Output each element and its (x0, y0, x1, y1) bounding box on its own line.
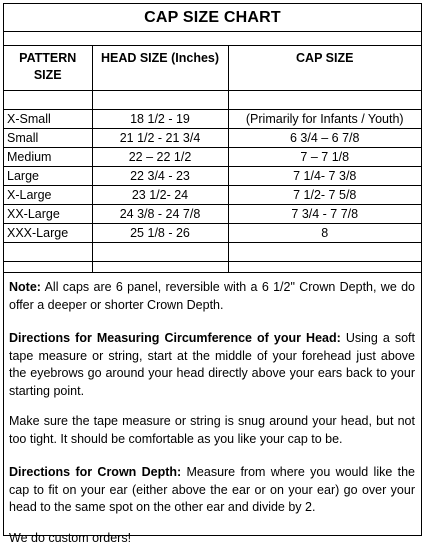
pattern-cell: Small (4, 129, 92, 148)
custom-orders-text: We do custom orders! (9, 530, 415, 547)
cap-cell: 8 (228, 224, 421, 243)
measure-text: Using a soft tape measure or string, start at the middle of your forehead just above the eyebrows go around your head directly above your ears back to your starting point. (9, 331, 415, 398)
head-cell: 24 3/8 - 24 7/8 (92, 205, 228, 224)
pattern-size-header: PATTERN SIZE (4, 46, 92, 91)
pattern-cell: X-Small (4, 110, 92, 129)
head-cell: 25 1/8 - 26 (92, 224, 228, 243)
head-cell: 22 3/4 - 23 (92, 167, 228, 186)
pattern-cell: Large (4, 167, 92, 186)
table-row (4, 110, 421, 129)
cap-cell: 7 1/4- 7 3/8 (228, 167, 421, 186)
table-row (4, 129, 421, 148)
cap-size-header: CAP SIZE (228, 46, 421, 91)
pattern-cell: XX-Large (4, 205, 92, 224)
table-row (4, 148, 421, 167)
cap-cell: 7 – 7 1/8 (228, 148, 421, 167)
crown-text: Measure from where you would like the cap to fit on your ear (either above the ear or on your ear) go over your head to the same spot on the other ear and divide by 2. (9, 465, 415, 514)
pattern-cell: Medium (4, 148, 92, 167)
cap-cell: 6 3/4 – 6 7/8 (228, 129, 421, 148)
measure-paragraph (9, 330, 415, 400)
table-row (4, 167, 421, 186)
cap-cell: 7 3/4 - 7 7/8 (228, 205, 421, 224)
table-header-row (4, 46, 421, 91)
note-paragraph (9, 279, 415, 314)
note-label: Note: (9, 280, 41, 294)
cap-cell: 7 1/2- 7 5/8 (228, 186, 421, 205)
crown-paragraph (9, 464, 415, 517)
head-size-header: HEAD SIZE (Inches) (92, 46, 228, 91)
empty-row (4, 243, 421, 262)
note-text: All caps are 6 panel, reversible with a 6 1/2" Crown Depth, we do offer a deeper or shorter Crown Depth. (9, 280, 415, 312)
pattern-cell: XXX-Large (4, 224, 92, 243)
cap-cell: (Primarily for Infants / Youth) (228, 110, 421, 129)
empty-row (4, 262, 421, 273)
size-chart-sheet (3, 3, 422, 536)
size-table (4, 46, 421, 273)
table-row (4, 205, 421, 224)
head-cell: 18 1/2 - 19 (92, 110, 228, 129)
spacer-row (4, 32, 421, 46)
empty-row (4, 91, 421, 110)
measure-label: Directions for Measuring Circumference of your Head: (9, 331, 341, 345)
table-row (4, 186, 421, 205)
head-cell: 21 1/2 - 21 3/4 (92, 129, 228, 148)
notes-section (4, 273, 421, 547)
crown-label: Directions for Crown Depth: (9, 465, 181, 479)
snug-paragraph: Make sure the tape measure or string is snug around your head, but not too tight. It should be comfortable as you like your cap to be. (9, 413, 415, 448)
pattern-cell: X-Large (4, 186, 92, 205)
chart-title: CAP SIZE CHART (4, 4, 421, 32)
head-cell: 23 1/2- 24 (92, 186, 228, 205)
head-cell: 22 – 22 1/2 (92, 148, 228, 167)
table-row (4, 224, 421, 243)
